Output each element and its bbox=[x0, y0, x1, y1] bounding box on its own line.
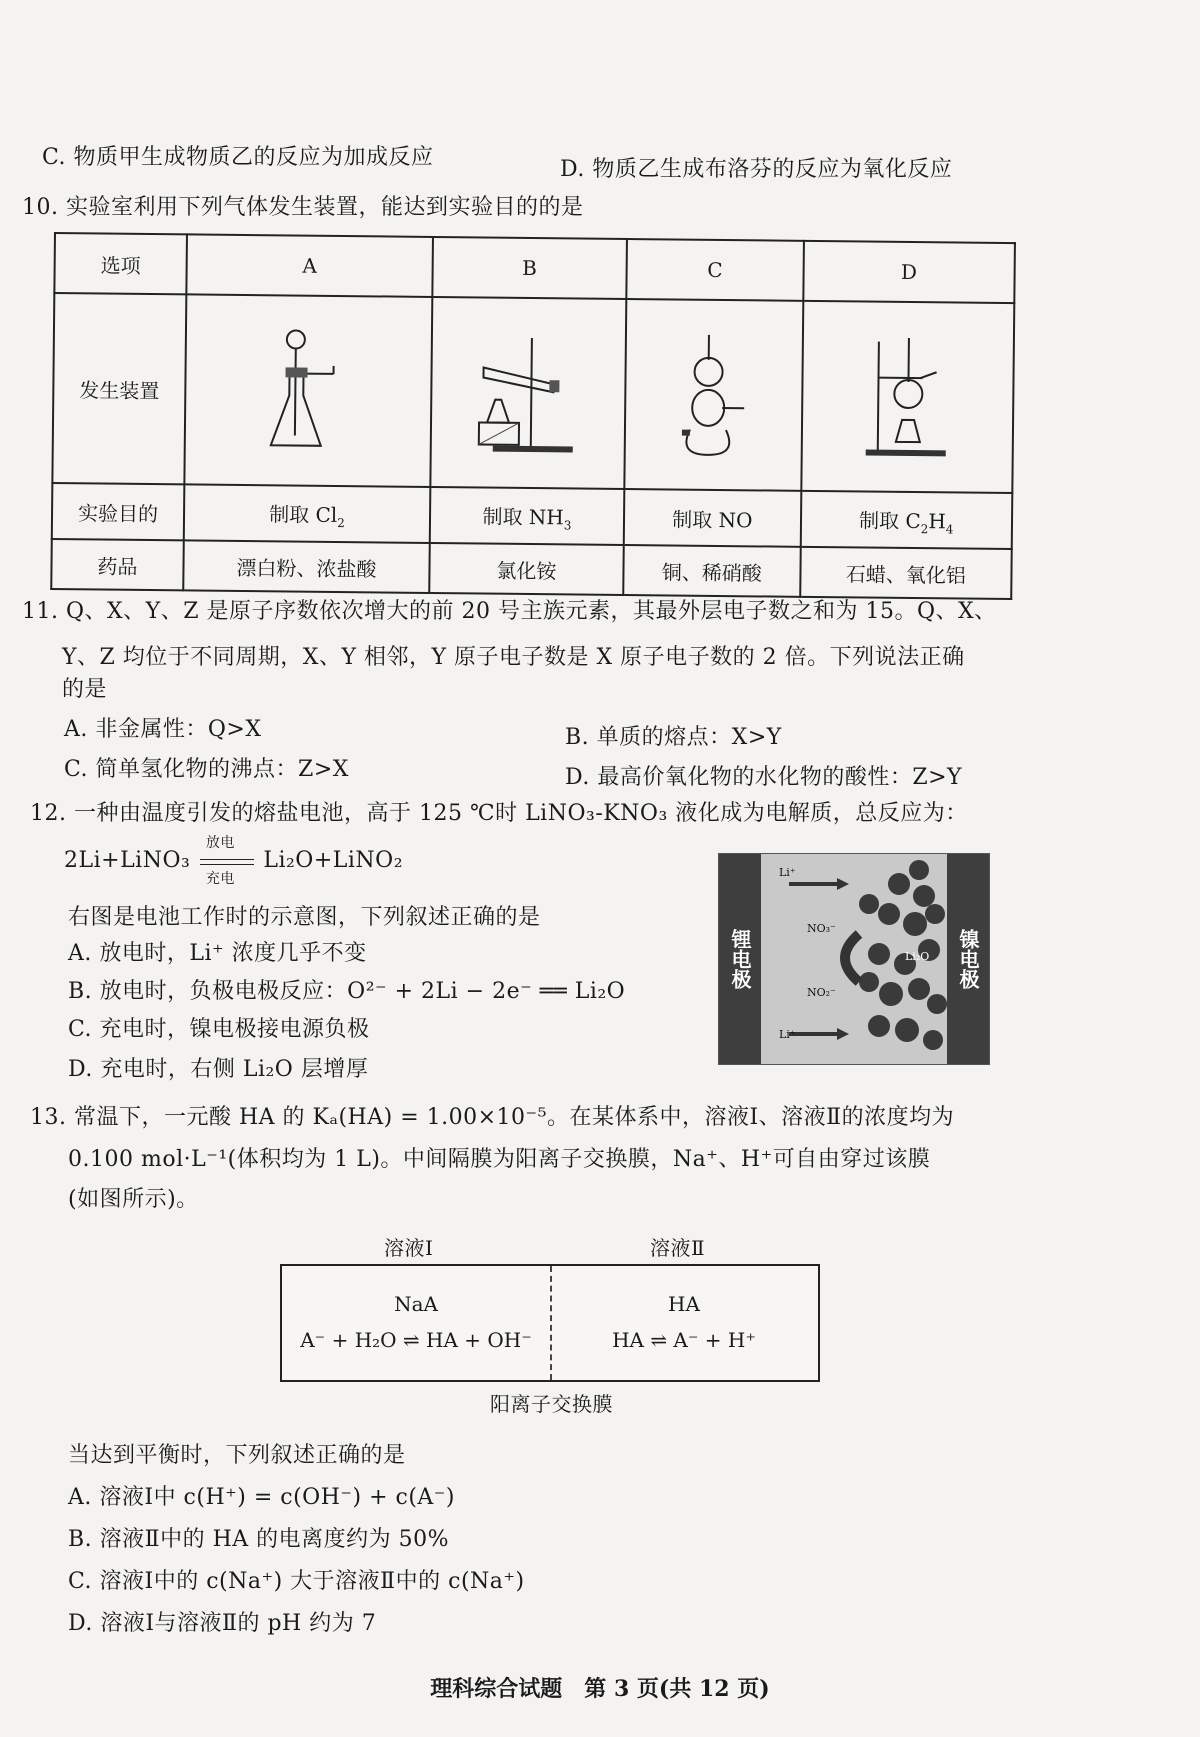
row-header: 发生装置 bbox=[52, 293, 186, 484]
reagents-c: 铜、稀硝酸 bbox=[623, 545, 800, 597]
li2o-label: Li₂O bbox=[905, 950, 930, 963]
column-label: B bbox=[432, 237, 627, 299]
q13-question: 当达到平衡时，下列叙述正确的是 bbox=[68, 1443, 406, 1468]
apparatus-c bbox=[624, 299, 803, 491]
table-row bbox=[54, 233, 1015, 303]
q13-option-a: A. 溶液Ⅰ中 c(H⁺) = c(OH⁻) + c(A⁻) bbox=[68, 1485, 455, 1510]
q12-option-b: B. 放电时，负极电极反应：O²⁻ + 2Li − 2e⁻ ══ Li₂O bbox=[68, 979, 626, 1004]
q12-line-2: 右图是电池工作时的示意图，下列叙述正确的是 bbox=[68, 905, 541, 930]
row-header: 选项 bbox=[54, 233, 187, 294]
q13-line-3: (如图所示)。 bbox=[68, 1187, 199, 1212]
q9-option-d: D. 物质乙生成布洛芬的反应为氧化反应 bbox=[560, 157, 953, 182]
q13-option-c: C. 溶液Ⅰ中的 c(Na⁺) 大于溶液Ⅱ中的 c(Na⁺) bbox=[68, 1569, 525, 1594]
lithium-electrode: 锂电极 bbox=[719, 854, 761, 1064]
apparatus-a bbox=[184, 294, 432, 487]
q12-line-1: 12. 一种由温度引发的熔盐电池，高于 125 ℃时 LiNO₃-KNO₃ 液化成为电解质，总反应为： bbox=[30, 801, 968, 826]
purpose-b: 制取 $NH_3$ bbox=[430, 487, 625, 545]
row-header: 药品 bbox=[51, 539, 184, 590]
q9-option-c: C. 物质甲生成物质乙的反应为加成反应 bbox=[42, 145, 434, 170]
solution-1-equilibrium: A⁻ + H₂O ⇌ HA + OH⁻ bbox=[300, 1328, 532, 1352]
membrane-cell-diagram bbox=[280, 1264, 820, 1382]
solution-2-species: HA bbox=[668, 1292, 700, 1316]
table-row bbox=[52, 293, 1014, 493]
row-header: 实验目的 bbox=[52, 483, 185, 540]
table-row bbox=[52, 483, 1013, 549]
q11-line-3: 的是 bbox=[62, 677, 108, 702]
q13-line-2: 0.100 mol·L⁻¹(体积均为 1 L)。中间隔膜为阳离子交换膜，Na⁺、H⁺可自由穿过该膜 bbox=[68, 1147, 931, 1172]
q10-table bbox=[50, 232, 1016, 600]
q10-stem: 10. 实验室利用下列气体发生装置，能达到实验目的的是 bbox=[22, 195, 584, 220]
solution-2-equilibrium: HA ⇌ A⁻ + H⁺ bbox=[612, 1328, 756, 1352]
q11-option-a: A. 非金属性：Q>X bbox=[64, 717, 262, 742]
apparatus-d bbox=[801, 301, 1014, 493]
q12-option-a: A. 放电时，Li⁺ 浓度几乎不变 bbox=[68, 941, 367, 966]
purpose-c: 制取 NO bbox=[624, 489, 801, 547]
nitrate-label: NO₃⁻ bbox=[807, 922, 836, 935]
q11-line-1: 11. Q、X、Y、Z 是原子序数依次增大的前 20 号主族元素，其最外层电子数之和为 15。Q、X、 bbox=[22, 599, 997, 624]
q11-line-2: Y、Z 均位于不同周期，X、Y 相邻，Y 原子电子数是 X 原子电子数的 2 倍。下列说法正确 bbox=[62, 645, 965, 670]
purpose-d: 制取 $C_2H_4$ bbox=[800, 491, 1012, 549]
test-tube-heating-icon bbox=[473, 327, 584, 458]
nitrite-label: NO₂⁻ bbox=[807, 986, 836, 999]
li2o-particles-icon bbox=[719, 854, 989, 1064]
q12-equation: 2Li+LiNO₃ 放电 充电 Li₂O+LiNO₂ bbox=[64, 835, 404, 887]
column-label: D bbox=[803, 241, 1015, 303]
column-label: C bbox=[626, 239, 803, 301]
reagents-a: 漂白粉、浓盐酸 bbox=[183, 540, 429, 593]
li-ion-bottom-label: Li⁺ bbox=[779, 1028, 796, 1041]
q11-option-c: C. 简单氢化物的沸点：Z>X bbox=[64, 757, 349, 782]
q11-option-b: B. 单质的熔点：X>Y bbox=[565, 725, 782, 750]
q12-option-d: D. 充电时，右侧 Li₂O 层增厚 bbox=[68, 1057, 369, 1082]
li-ion-top-label: Li⁺ bbox=[779, 866, 796, 879]
table-row bbox=[51, 539, 1011, 599]
battery-diagram bbox=[718, 853, 990, 1065]
reagents-d: 石蜡、氧化铝 bbox=[800, 547, 1012, 599]
nickel-electrode: 镍电极 bbox=[947, 854, 989, 1064]
solution-2-panel bbox=[550, 1266, 818, 1380]
page-footer: 理科综合试题 第 3 页(共 12 页) bbox=[430, 1676, 770, 1702]
q13-option-d: D. 溶液Ⅰ与溶液Ⅱ的 pH 约为 7 bbox=[68, 1611, 377, 1636]
membrane-label: 阳离子交换膜 bbox=[490, 1392, 613, 1416]
column-label: A bbox=[186, 234, 433, 297]
solution-2-title: 溶液Ⅱ bbox=[650, 1236, 706, 1260]
q11-option-d: D. 最高价氧化物的水化物的酸性：Z>Y bbox=[565, 765, 963, 790]
q13-option-b: B. 溶液Ⅱ中的 HA 的电离度约为 50% bbox=[68, 1527, 450, 1552]
solution-1-species: NaA bbox=[394, 1292, 438, 1316]
q13-line-1: 13. 常温下，一元酸 HA 的 Kₐ(HA) = 1.00×10⁻⁵。在某体系中，溶液Ⅰ、溶液Ⅱ的浓度均为 bbox=[30, 1105, 955, 1130]
kipp-generator-icon bbox=[668, 329, 759, 460]
solution-1-panel bbox=[282, 1266, 550, 1380]
solution-1-title: 溶液Ⅰ bbox=[384, 1236, 434, 1260]
distillation-flask-icon bbox=[862, 331, 953, 462]
reagents-b: 氯化铵 bbox=[429, 543, 624, 595]
purpose-a: 制取 $Cl_2$ bbox=[184, 484, 431, 543]
flask-with-funnel-icon bbox=[263, 325, 354, 456]
q12-option-c: C. 充电时，镍电极接电源负极 bbox=[68, 1017, 370, 1042]
apparatus-b bbox=[430, 297, 626, 489]
